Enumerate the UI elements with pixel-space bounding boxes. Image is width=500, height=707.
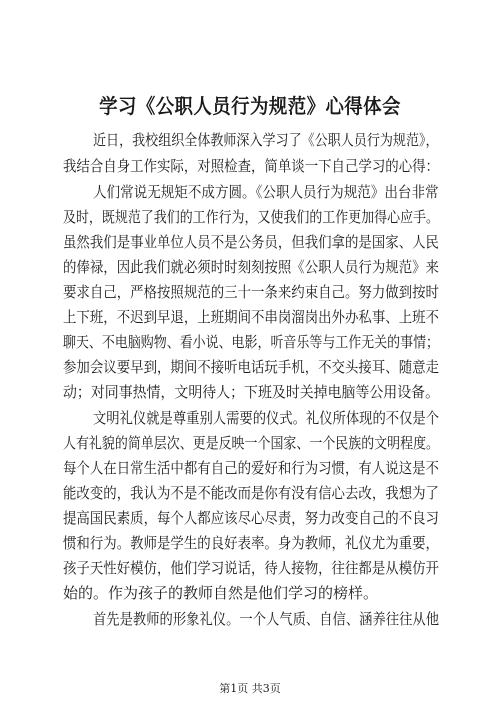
text-line: 每个人在日常生活中都有自己的爱好和行为习惯，有人说这是不 [63, 459, 439, 477]
text-line: 近日，我校组织全体教师深入学习了《公职人员行为规范》， [93, 131, 439, 149]
text-line: 参加会议要早到，期间不接听电话玩手机，不交头接耳、随意走 [63, 358, 439, 376]
page-footer: 第1页 共3页 [219, 682, 281, 695]
text-line: 上下班，不迟到早退，上班期间不串岗溜岗出外办私事、上班不 [63, 308, 439, 326]
text-line: 提高国民素质，每个人都应该尽心尽责，努力改变自己的不良习 [63, 509, 439, 527]
text-line: 我结合自身工作实际，对照检查，简单谈一下自己学习的心得： [63, 157, 439, 175]
text-line: 首先是教师的形象礼仪。一个人气质、自信、涵养往往从他 [93, 610, 440, 628]
text-line: 始的。作为孩子的教师自然是他们学习的榜样。 [63, 584, 379, 602]
text-line: 惯和行为。教师是学生的良好表率。身为教师，礼仪尤为重要， [63, 534, 439, 552]
text-line: 孩子天性好模仿，他们学习说话，待人接物，往往都是从模仿开 [63, 559, 439, 577]
text-line: 的俸禄，因此我们就必须时时刻刻按照《公职人员行为规范》来 [63, 258, 439, 276]
text-line: 虽然我们是事业单位人员不是公务员，但我们拿的是国家、人民 [63, 233, 439, 251]
text-line: 聊天、不电脑购物、看小说、电影，听音乐等与工作无关的事情； [63, 333, 440, 351]
text-line: 文明礼仪就是尊重别人需要的仪式。礼仪所体现的不仅是个 [93, 409, 440, 427]
text-line: 能改变的，我认为不是不能改而是你有没有信心去改，我想为了 [63, 484, 439, 502]
text-line: 动；对同事热情，文明待人；下班及时关掉电脑等公用设备。 [63, 383, 440, 401]
text-line: 及时，既规范了我们的工作行为，又使我们的工作更加得心应手。 [63, 208, 440, 226]
text-line: 人有礼貌的简单层次、更是反映一个国家、一个民族的文明程度。 [63, 434, 440, 452]
document-title: 学习《公职人员行为规范》心得体会 [99, 94, 401, 118]
text-line: 人们常说无规矩不成方圆。《公职人员行为规范》出台非常 [93, 183, 439, 201]
text-line: 要求自己，严格按照规范的三十一条来约束自己。努力做到按时 [63, 283, 439, 301]
